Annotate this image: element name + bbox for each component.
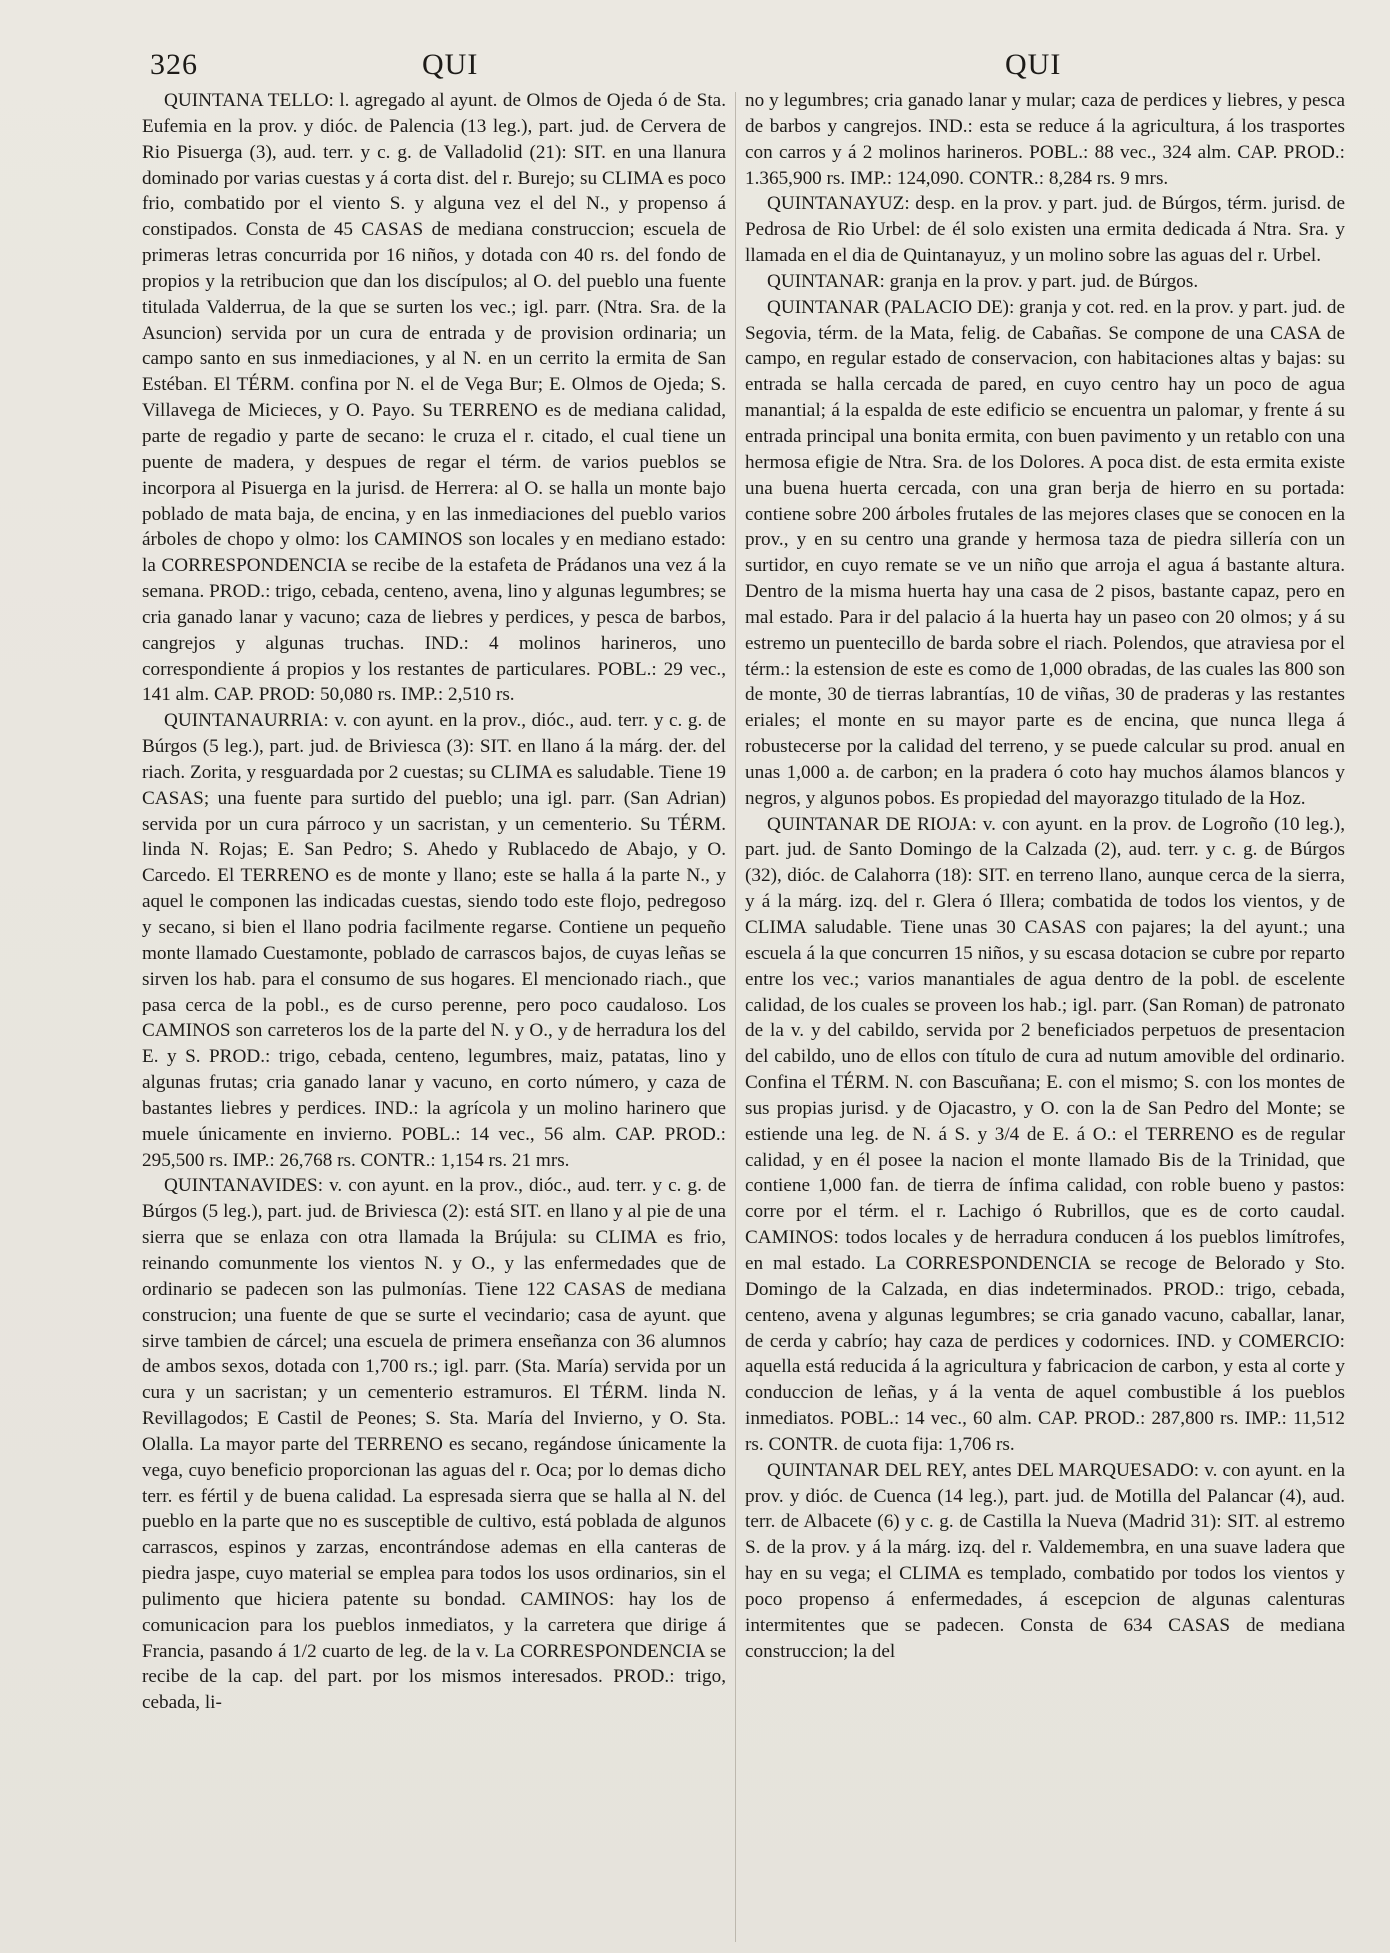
entry-continuation: no y legumbres; cria ganado lanar y mular; caza de perdices y liebres, y pesca de barbos y cangrejos. IND.: esta se reduce á la agricultura, á los trasportes con carros y á 2 molinos harineros. POBL.: 88 vec., 324 alm. CAP. PROD.: 1.365,900 rs. IMP.: 124,090. CONTR.: 8,284 rs. 9 mrs. [745, 90, 1345, 189]
entry-quintanar-del-rey: QUINTANAR DEL REY, antes DEL MARQUESADO: v. con ayunt. en la prov. y dióc. de Cuenca (14 leg.), part. jud. de Motilla del Palancar (4), aud. terr. de Albacete (6) y c. g. de Castilla la Nueva (Madrid 31): SIT. al estremo S. de la prov. y á la márg. izq. del r. Valdemembra, en una suave ladera que hay en su vega; el CLIMA es templado, combatido por todos los vientos y poco propenso á enfermedades, á escepcion de algunas calenturas intermitentes que se padecen. Consta de 634 CASAS de mediana construccion; la del [745, 1459, 1345, 1662]
page-header [150, 48, 1335, 90]
column-divider [735, 92, 736, 1942]
left-text-column [142, 88, 726, 1943]
entry-quintanavides: QUINTANAVIDES: v. con ayunt. en la prov., dióc., aud. terr. y c. g. de Búrgos (5 leg.), part. jud. de Briviesca (2): está SIT. en llano y al pie de una sierra que se enlaza con otra llamada la Brújula: su CLIMA es frio, reinando comunmente los vientos N. y O., y las enfermedades que de ordinario se padecen son las pulmonías. Tiene 122 CASAS de mediana construcion; una fuente de que se surte el vecindario; casa de ayunt. que sirve tambien de cárcel; una escuela de primera enseñanza con 36 alumnos de ambos sexos, dotada con 1,700 rs.; igl. parr. (Sta. María) servida por un cura y un sacristan; y un cementerio estramuros. El TÉRM. linda N. Revillagodos; E Castil de Peones; S. Sta. María del Invierno, y O. Sta. Olalla. La mayor parte del TERRENO es secano, regándose únicamente la vega, cuyo beneficio proporcionan las aguas del r. Oca; por lo demas dicho terr. es fértil y de buena calidad. La espresada sierra que se halla al N. del pueblo en la parte que no es susceptible de cultivo, está poblada de algunos carrascos, espinos y zarzas, encontrándose ademas en ella canteras de piedra jaspe, cuyo material se emplea para todos los usos ordinarios, sin el pulimento que hiciera patente su bondad. CAMINOS: hay los de comunicacion para los pueblos inmediatos, y la carretera que dirige á Francia, pasando á 1/2 cuarto de leg. de la v. La CORRESPONDENCIA se recibe de la cap. del part. por los mismos interesados. PROD.: trigo, cebada, li- [142, 1175, 726, 1714]
entry-quintanar: QUINTANAR: granja en la prov. y part. jud. de Búrgos. [767, 270, 1199, 292]
entry-quintanar-palacio: QUINTANAR (PALACIO DE): granja y cot. red. en la prov. y part. jud. de Segovia, térm. de la Mata, felig. de Cabañas. Se compone de una CASA de campo, en regular estado de conservacion, con habitaciones altas y bajas: su entrada se halla cercada de pared, en cuyo centro hay un poco de agua manantial; á la espalda de este edificio se encuentra un palomar, y frente á su entrada principal una bonita ermita, con buen pavimento y un retablo con una hermosa efigie de Ntra. Sra. de los Dolores. A poca dist. de esta ermita existe una buena huerta cercada, con una gran berja de hierro en su portada: contiene sobre 200 árboles frutales de las mejores clases que se conocen en la prov., y en su centro una grande y hermosa taza de piedra sillería con un surtidor, en cuyo remate se ve un niño que arroja el agua á bastante altura. Dentro de la misma huerta hay una casa de 2 pisos, bastante capaz, pero en mal estado. Para ir del palacio á la huerta hay un paseo con 20 olmos; y á su estremo un puentecillo de barda sobre el riach. Polendos, que atraviesa por el térm.: la estension de este es como de 1,000 obradas, de las cuales las 800 son de monte, 30 de tierras labrantías, 10 de viñas, 30 de praderas y las restantes eriales; el monte en su mayor parte es de encina, que nunca llega á robustecerse por la calidad del terreno, y se puede calcular su prod. anual en unas 1,000 a. de carbon; en la pradera ó coto hay muchos álamos blancos y negros, y algunos pobos. Es propiedad del mayorazgo titulado de la Hoz. [745, 296, 1345, 809]
entry-quintanayuz: QUINTANAYUZ: desp. en la prov. y part. jud. de Búrgos, térm. jurisd. de Pedrosa de Rio Urbel: de él solo existen una ermita dedicada á Ntra. Sra. y llamada en el dia de Quintanayuz, y un molino sobre las aguas del r. Urbel. [745, 193, 1345, 267]
entry-quintana-tello: QUINTANA TELLO: l. agregado al ayunt. de Olmos de Ojeda ó de Sta. Eufemia en la prov. y dióc. de Palencia (13 leg.), part. jud. de Cervera de Rio Pisuerga (3), aud. terr. y c. g. de Valladolid (21): SIT. en una llanura dominado por varias cuestas y á corta dist. del r. Burejo; su CLIMA es poco frio, combatido por el viento S. y alguna vez el del N., y propenso á constipados. Consta de 45 CASAS de mediana construccion; escuela de primeras letras concurrida por 16 niños, y dotada con 40 rs. del fondo de propios y la retribucion que dan los discípulos; al O. del pueblo una fuente titulada Valderrua, de la que se surten los vec.; igl. parr. (Ntra. Sra. de la Asuncion) servida por un cura de entrada y de provision ordinaria; un campo santo en sus inmediaciones, y al N. en un cerrito la ermita de San Estéban. El TÉRM. confina por N. el de Vega Bur; E. Olmos de Ojeda; S. Villavega de Micieces, y O. Payo. Su TERRENO es de mediana calidad, parte de regadio y parte de secano: le cruza el r. citado, el cual tiene un puente de madera, y despues de regar el térm. de varios pueblos se incorpora al Pisuerga en la jurisd. de Herrera: al O. se halla un monte bajo poblado de mata baja, de encina, y en las inmediaciones del pueblo varios árboles de chopo y olmo: los CAMINOS son locales y en mediano estado: la CORRESPONDENCIA se recibe de la estafeta de Prádanos una vez á la semana. PROD.: trigo, cebada, centeno, avena, lino y algunas legumbres; se cria ganado lanar y vacuno; caza de liebres y perdices, y pesca de barbos, cangrejos y algunas truchas. IND.: 4 molinos harineros, uno correspondiente á propios y los restantes de particulares. POBL.: 29 vec., 141 alm. CAP. PROD: 50,080 rs. IMP.: 2,510 rs. [142, 90, 726, 706]
left-column-heading: QUI [422, 48, 479, 81]
page-number: 326 [150, 48, 198, 81]
right-text-column [745, 88, 1345, 1943]
entry-quintanar-de-rioja: QUINTANAR DE RIOJA: v. con ayunt. en la prov. de Logroño (10 leg.), part. jud. de Santo Domingo de la Calzada (2), aud. terr. y c. g. de Búrgos (32), dióc. de Calahorra (18): SIT. en terreno llano, aunque cerca de la sierra, y á la márg. izq. del r. Glera ó Illera; combatida de todos los vientos, y de CLIMA saludable. Tiene unas 30 CASAS con pajares; la del ayunt.; una escuela á la que concurren 15 niños, y su escasa dotacion se cubre por reparto entre los vec.; varios manantiales de agua dentro de la pobl. de escelente calidad, de los cuales se proveen los hab.; igl. parr. (San Roman) de patronato de la v. y del cabildo, servida por 2 beneficiados perpetuos de presentacion del cabildo, uno de ellos con título de cura ad nutum amovible del ordinario. Confina el TÉRM. N. con Bascuñana; E. con el mismo; S. con los montes de sus propias jurisd. y de Ojacastro, y O. con la de San Pedro del Monte; se estiende una leg. de N. á S. y 3/4 de E. á O.: el TERRENO es de regular calidad, y en él posee la nacion el monte llamado Bis de la Trinidad, que contiene 1,000 fan. de tierra de ínfima calidad, con roble bueno y pastos: corre por el térm. el r. Lachigo ó Rubrillos, que es de corto caudal. CAMINOS: todos locales y de herradura conducen á los pueblos limítrofes, en mal estado. La CORRESPONDENCIA se recoge de Belorado y Sto. Domingo de la Calzada, en dias indeterminados. PROD.: trigo, cebada, centeno, avena y algunas legumbres; se cria ganado vacuno, caballar, lanar, de cerda y cabrío; hay caza de perdices y codornices. IND. y COMERCIO: aquella está reducida á la agricultura y fabricacion de carbon, y esta al corte y conduccion de leñas, y á la venta de aquel combustible á los pueblos inmediatos. POBL.: 14 vec., 60 alm. CAP. PROD.: 287,800 rs. IMP.: 11,512 rs. CONTR. de cuota fija: 1,706 rs. [745, 813, 1345, 1455]
entry-quintanaurria: QUINTANAURRIA: v. con ayunt. en la prov., dióc., aud. terr. y c. g. de Búrgos (5 leg.), part. jud. de Briviesca (3): SIT. en llano á la márg. der. del riach. Zorita, y resguardada por 2 cuestas; su CLIMA es saludable. Tiene 19 CASAS; una fuente para surtido del pueblo; una igl. parr. (San Adrian) servida por un cura párroco y un sacristan, y un cementerio. Su TÉRM. linda N. Rojas; E. San Pedro; S. Ahedo y Rublacedo de Abajo, y O. Carcedo. El TERRENO es de monte y llano; este se halla á la parte N., y aquel le componen las indicadas cuestas, siendo todo este flojo, pedregoso y secano, si bien el llano podria facilmente regarse. Contiene un pequeño monte llamado Cuestamonte, poblado de carrascos bajos, de cuyas leñas se sirven los hab. para el consumo de sus hogares. El mencionado riach., que pasa cerca de la pobl., es de curso perenne, pero poco caudaloso. Los CAMINOS son carreteros los de la parte del N. y O., y de herradura los del E. y S. PROD.: trigo, cebada, centeno, legumbres, maiz, patatas, lino y algunas frutas; cria ganado lanar y vacuno, en corto número, y caza de bastantes liebres y perdices. IND.: la agrícola y un molino harinero que muele únicamente en invierno. POBL.: 14 vec., 56 alm. CAP. PROD.: 295,500 rs. IMP.: 26,768 rs. CONTR.: 1,154 rs. 21 mrs. [142, 710, 726, 1171]
right-column-heading: QUI [1005, 48, 1062, 81]
